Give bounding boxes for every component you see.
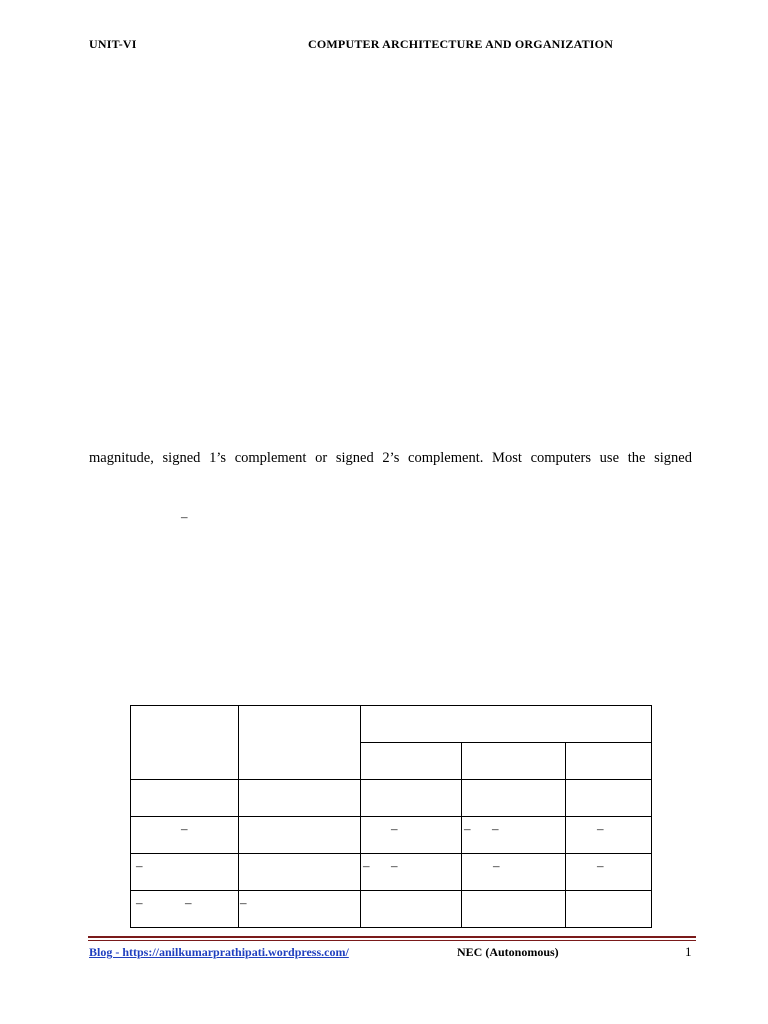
table-cell	[361, 706, 652, 743]
table-cell	[131, 706, 239, 780]
cell-dash: –	[136, 858, 143, 873]
table-cell	[131, 780, 239, 817]
table-cell	[566, 891, 652, 928]
table-cell	[566, 817, 652, 854]
table-row	[131, 817, 652, 854]
table-cell	[131, 854, 239, 891]
table-cell	[361, 854, 462, 891]
table-cell	[566, 854, 652, 891]
cell-dash: –	[492, 821, 499, 836]
table-row	[131, 780, 652, 817]
table-cell	[566, 743, 652, 780]
table-cell	[239, 780, 361, 817]
cell-dash: –	[391, 858, 398, 873]
cell-dash: –	[185, 895, 192, 910]
table-cell	[462, 817, 566, 854]
blog-link[interactable]: Blog - https://anilkumarprathipati.wordpress.com/	[89, 945, 349, 959]
table-cell	[566, 780, 652, 817]
table-cell	[131, 891, 239, 928]
table-row	[131, 891, 652, 928]
cell-dash: –	[391, 821, 398, 836]
stray-dash: –	[181, 509, 188, 524]
cell-dash: –	[597, 858, 604, 873]
table-cell	[361, 780, 462, 817]
cell-dash: –	[363, 858, 370, 873]
footer-divider	[88, 936, 696, 938]
table-row	[131, 854, 652, 891]
table-cell	[239, 706, 361, 780]
table-cell	[131, 817, 239, 854]
table-cell	[239, 891, 361, 928]
page-number: 1	[685, 944, 692, 959]
body-text-line: magnitude, signed 1’s complement or signed 2’s complement. Most computers use the signed	[89, 450, 692, 466]
table-cell	[462, 854, 566, 891]
footer-divider	[88, 940, 696, 941]
header-subject: COMPUTER ARCHITECTURE AND ORGANIZATION	[308, 37, 614, 51]
cell-dash: –	[136, 895, 143, 910]
table-cell	[361, 891, 462, 928]
cell-dash: –	[240, 895, 247, 910]
footer-institution: NEC (Autonomous)	[457, 945, 559, 959]
cell-dash: –	[597, 821, 604, 836]
table-row	[131, 706, 652, 743]
cell-dash: –	[493, 858, 500, 873]
table-cell	[361, 743, 462, 780]
cell-dash: –	[464, 821, 471, 836]
table-cell	[462, 743, 566, 780]
table-cell	[361, 817, 462, 854]
header-unit: UNIT-VI	[89, 37, 137, 51]
representation-table	[130, 705, 652, 928]
table-cell	[462, 891, 566, 928]
table-cell	[462, 780, 566, 817]
table-cell	[239, 817, 361, 854]
table-cell	[239, 854, 361, 891]
cell-dash: –	[181, 821, 188, 836]
